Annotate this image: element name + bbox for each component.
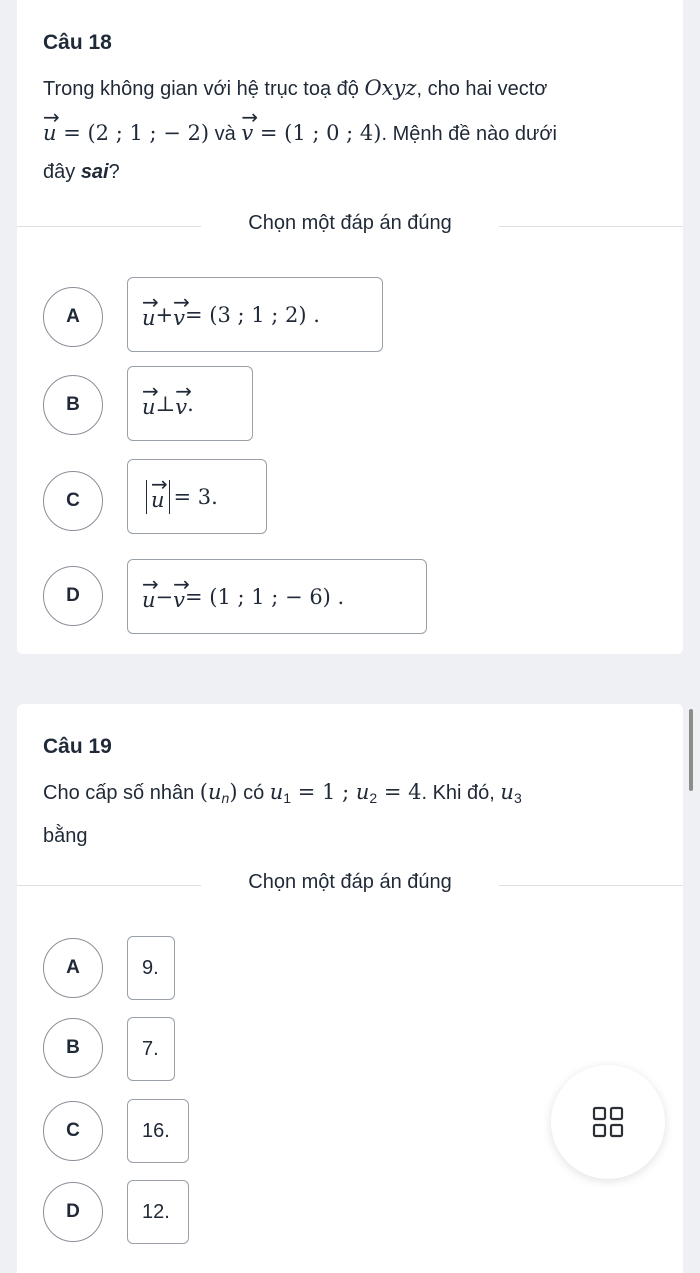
question-line-1: Cho cấp số nhân $(u_n)$ có $u_1 = 1$ ; $u_2 = 4$. Khi đó, $u_3$ bbox=[43, 780, 522, 806]
question-text bbox=[43, 69, 663, 191]
option-c-answer[interactable]: → u = 3. bbox=[127, 459, 267, 534]
option-a-radio[interactable]: A bbox=[43, 938, 103, 998]
option-a-answer[interactable]: → u + → v = (3 ; 1 ; 2) . bbox=[127, 277, 383, 352]
option-b-answer[interactable]: 7. bbox=[127, 1017, 175, 1081]
question-text bbox=[43, 773, 663, 855]
option-c-answer[interactable]: 16. bbox=[127, 1099, 189, 1163]
option-d-answer[interactable]: 12. bbox=[127, 1180, 189, 1244]
scrollbar[interactable] bbox=[689, 709, 693, 791]
grid-squares-icon bbox=[591, 1105, 625, 1139]
option-d-radio[interactable]: D bbox=[43, 1182, 103, 1242]
option-b-radio[interactable]: B bbox=[43, 375, 103, 435]
question-title: Câu 19 bbox=[43, 735, 112, 758]
question-line-3: đây sai? bbox=[43, 161, 120, 183]
option-c-radio[interactable]: C bbox=[43, 1101, 103, 1161]
question-line-1: Trong không gian với hệ trục toạ độ Oxyz, cho hai vectơ bbox=[43, 76, 548, 100]
choose-one-label: Chọn một đáp án đúng bbox=[248, 871, 452, 893]
option-b-radio[interactable]: B bbox=[43, 1018, 103, 1078]
question-title: Câu 18 bbox=[43, 31, 112, 54]
option-c-radio[interactable]: C bbox=[43, 471, 103, 531]
option-d-answer[interactable]: → u − → v = (1 ; 1 ; − 6) . bbox=[127, 559, 427, 634]
question-card-18 bbox=[17, 0, 683, 654]
question-card-19 bbox=[17, 704, 683, 1273]
option-a-radio[interactable]: A bbox=[43, 287, 103, 347]
option-d-radio[interactable]: D bbox=[43, 566, 103, 626]
question-grid-button[interactable] bbox=[551, 1065, 665, 1179]
option-a-answer[interactable]: 9. bbox=[127, 936, 175, 1000]
option-b-answer[interactable]: → u ⊥ → v . bbox=[127, 366, 253, 441]
question-line-2: → u = (2 ; 1 ; − 2) và → v = (1 ; 0 ; 4). Mệnh đề nào dưới bbox=[43, 108, 663, 153]
question-line-2: bằng bbox=[43, 825, 88, 847]
choose-one-label: Chọn một đáp án đúng bbox=[248, 212, 452, 234]
